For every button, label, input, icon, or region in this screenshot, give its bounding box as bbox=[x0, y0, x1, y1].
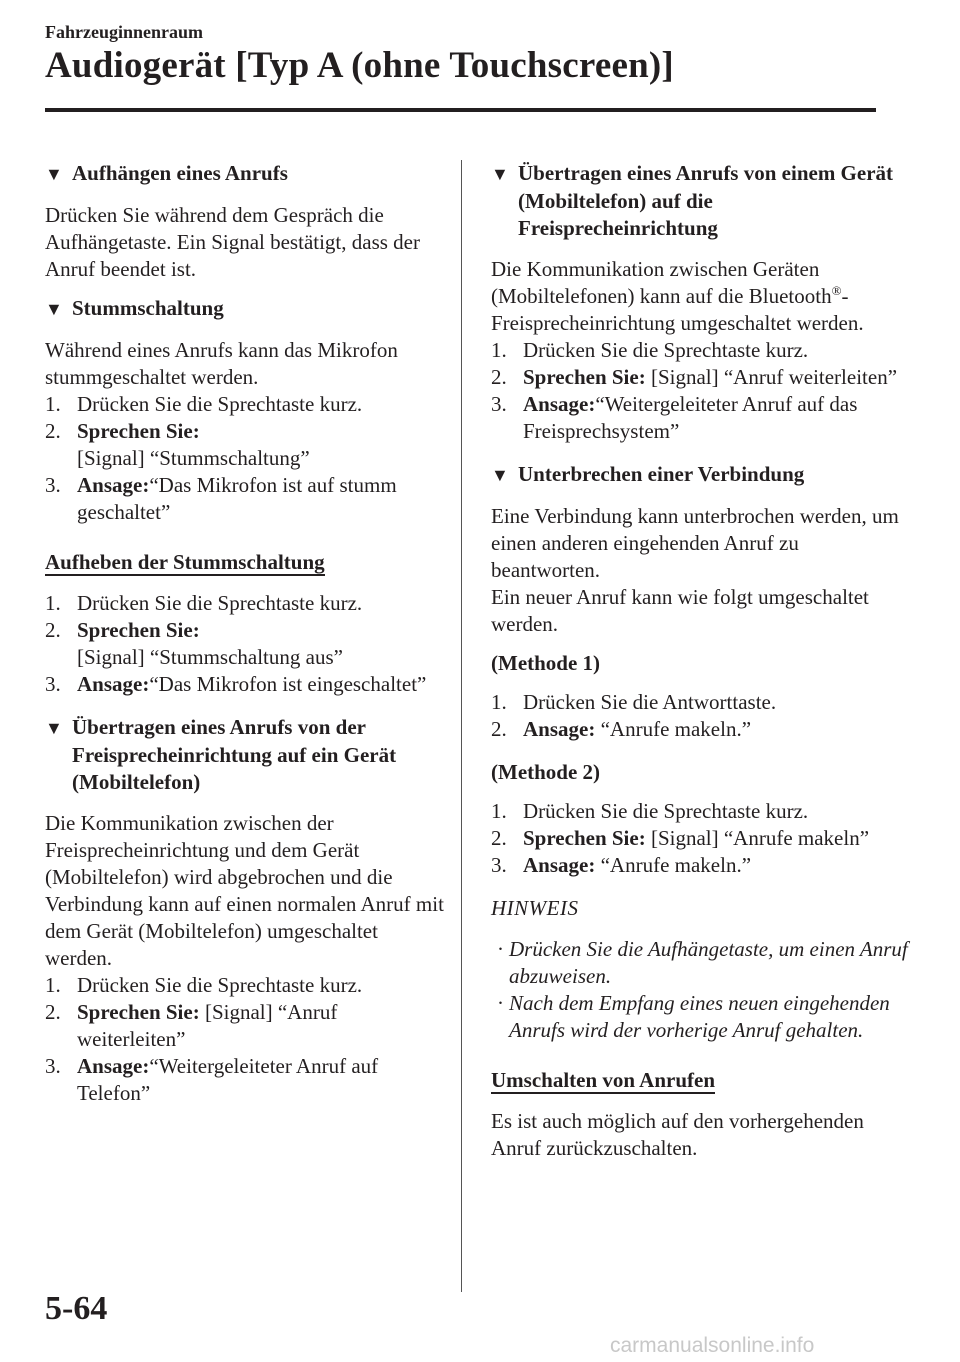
section-heading-uebertragen-auf-freisprech: ▼ Übertragen eines Anrufs von einem Gerät (Mobiltelefon) auf die Freisprecheinrichtung bbox=[491, 161, 894, 240]
triangle-down-icon: ▼ bbox=[45, 299, 63, 319]
triangle-down-icon: ▼ bbox=[491, 164, 509, 184]
step-item: 2. Sprechen Sie: [Signal] “Anrufe makeln” bbox=[491, 826, 870, 850]
note-label: HINWEIS bbox=[491, 896, 579, 920]
step-item: 3. Ansage: “Anrufe makeln.” bbox=[491, 853, 752, 877]
paragraph: Drücken Sie während dem Gespräch die Aufhängetaste. Ein Signal bestätigt, dass der Anruf beendet ist. bbox=[45, 203, 420, 281]
method-label: (Methode 2) bbox=[491, 760, 601, 784]
steps-list bbox=[45, 391, 445, 526]
section-heading-stummschaltung: ▼ Stummschaltung bbox=[45, 295, 445, 323]
page-number: 5-64 bbox=[45, 1290, 108, 1327]
step-item: 1. Drücken Sie die Sprechtaste kurz. bbox=[45, 591, 363, 615]
section-heading-unterbrechen: ▼ Unterbrechen einer Verbindung bbox=[491, 461, 911, 489]
step-item: 2. Ansage: “Anrufe makeln.” bbox=[491, 717, 752, 741]
steps-list bbox=[45, 972, 445, 1107]
step-item: 1. Drücken Sie die Sprechtaste kurz. bbox=[491, 799, 809, 823]
section-label: Fahrzeuginnenraum bbox=[45, 22, 204, 42]
subheading-aufheben: Aufheben der Stummschaltung bbox=[45, 550, 325, 574]
step-item: 1. Drücken Sie die Antworttaste. bbox=[491, 690, 777, 714]
steps-list bbox=[491, 689, 911, 743]
left-column bbox=[45, 160, 445, 1123]
column-divider bbox=[461, 160, 462, 1292]
method-label: (Methode 1) bbox=[491, 651, 601, 675]
paragraph: Während eines Anrufs kann das Mikrofon stummgeschaltet werden. bbox=[45, 338, 398, 389]
step-item: 2. Sprechen Sie: [Signal] “Stummschaltung aus” bbox=[45, 618, 343, 669]
triangle-down-icon: ▼ bbox=[491, 465, 509, 485]
section-heading-uebertragen-auf-geraet: ▼ Übertragen eines Anrufs von der Freisprecheinrichtung auf ein Gerät (Mobiltelefon) bbox=[45, 715, 397, 794]
steps-list bbox=[45, 590, 445, 698]
paragraph: Die Kommunikation zwischen der Freisprecheinrichtung und dem Gerät (Mobiltelefon) wird abgebrochen und die Verbindung kann auf einen normalen Anruf mit dem Gerät (Mobiltelefon) umgeschaltet werden. bbox=[45, 811, 444, 970]
step-item: 2. Sprechen Sie: [Signal] “Anruf weiterleiten” bbox=[491, 365, 898, 389]
triangle-down-icon: ▼ bbox=[45, 164, 63, 184]
steps-list bbox=[491, 798, 911, 879]
paragraph: Es ist auch möglich auf den vorhergehenden Anruf zurückzuschalten. bbox=[491, 1109, 864, 1160]
paragraph: Eine Verbindung kann unterbrochen werden, um einen anderen eingehenden Anruf zu beantworten. bbox=[491, 504, 899, 582]
page-title: Audiogerät [Typ A (ohne Touchscreen)] bbox=[45, 45, 674, 86]
triangle-down-icon: ▼ bbox=[45, 718, 63, 738]
paragraph: Ein neuer Anruf kann wie folgt umgeschaltet werden. bbox=[491, 585, 869, 636]
bullet-icon: · bbox=[497, 991, 504, 1015]
step-item: 1. Drücken Sie die Sprechtaste kurz. bbox=[45, 392, 363, 416]
steps-list bbox=[491, 337, 911, 445]
bullet-icon: · bbox=[497, 937, 504, 961]
step-item: 3. Ansage:“Weitergeleiteter Anruf auf das Freisprechsystem” bbox=[491, 392, 858, 443]
step-item: 1. Drücken Sie die Sprechtaste kurz. bbox=[491, 338, 809, 362]
step-item: 3. Ansage:“Das Mikrofon ist eingeschaltet” bbox=[45, 672, 427, 696]
step-item: 1. Drücken Sie die Sprechtaste kurz. bbox=[45, 973, 363, 997]
subheading-umschalten: Umschalten von Anrufen bbox=[491, 1068, 716, 1092]
step-item: 3. Ansage:“Weitergeleiteter Anruf auf Telefon” bbox=[45, 1054, 379, 1105]
watermark: carmanualsonline.info bbox=[610, 1334, 815, 1357]
step-item: 2. Sprechen Sie: [Signal] “Anruf weiterleiten” bbox=[45, 1000, 338, 1051]
note-item: · Nach dem Empfang eines neuen eingehenden Anrufs wird der vorherige Anruf gehalten. bbox=[497, 991, 890, 1042]
section-heading-aufhaengen: ▼ Aufhängen eines Anrufs bbox=[45, 160, 445, 188]
step-item: 2. Sprechen Sie: [Signal] “Stummschaltung” bbox=[45, 419, 310, 470]
header-divider bbox=[45, 108, 876, 112]
notes-list bbox=[491, 936, 911, 1044]
note-item: · Drücken Sie die Aufhängetaste, um einen Anruf abzuweisen. bbox=[497, 937, 908, 988]
paragraph: Die Kommunikation zwischen Geräten (Mobiltelefonen) kann auf die Bluetooth®-Freisprecheinrichtung umgeschaltet werden. bbox=[491, 257, 864, 335]
step-item: 3. Ansage:“Das Mikrofon ist auf stumm geschaltet” bbox=[45, 473, 397, 524]
right-column bbox=[491, 160, 911, 1174]
